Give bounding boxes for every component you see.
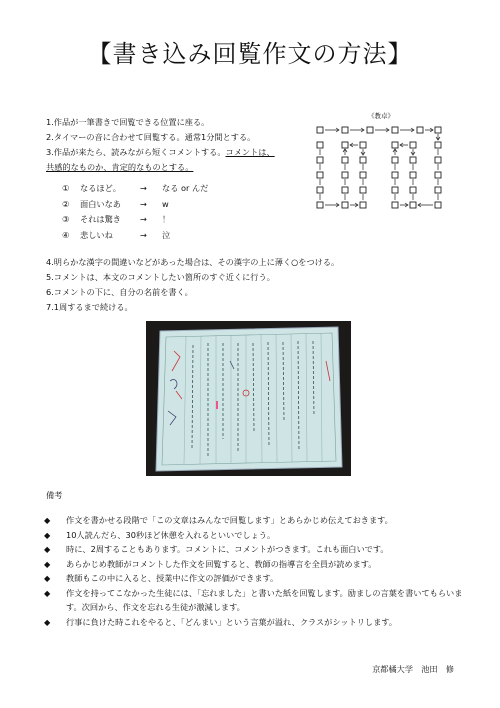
diamond-bullet-icon: ◆	[44, 616, 51, 627]
diamond-bullet-icon: ◆	[44, 558, 51, 569]
seat-arrows	[320, 128, 440, 207]
seat-box	[342, 202, 348, 208]
note-item	[44, 513, 464, 528]
seat-box	[342, 142, 348, 148]
seat-box	[392, 172, 398, 178]
procedure-steps	[46, 115, 275, 175]
note-text: 作文を書かせる段階で「この文章はみんなで回覧します」とあらかじめ伝えておきます。	[66, 515, 393, 525]
diamond-bullet-icon: ◆	[44, 529, 51, 540]
page-title: 【書き込み回覧作文の方法】	[87, 40, 413, 68]
note-item	[44, 571, 464, 586]
seat-box	[317, 142, 323, 148]
seat-box	[317, 187, 323, 193]
seat-box	[360, 142, 366, 148]
step-1: 1.作品が一筆書きで回覧できる位置に座る。	[46, 117, 210, 127]
seat-box	[410, 172, 416, 178]
seat-box	[317, 202, 323, 208]
seat-box	[435, 172, 441, 178]
note-text: あらかじめ教師がコメントした作文を回覧すると、教師の指導言を全員が読めます。	[66, 558, 377, 569]
seat-box	[342, 127, 348, 133]
seat-box	[360, 187, 366, 193]
example-arrow: →	[140, 183, 147, 193]
note-item	[44, 557, 464, 572]
seat-box	[342, 187, 348, 193]
step-3-underlined: コメントは、	[225, 147, 275, 157]
example-abbr: 泣	[162, 229, 171, 240]
note-text: 作文を持ってこなかった生徒には、「忘れました」と書いた紙を回覧します。励ましの言葉を書いてもらいます。次回から、作文を忘れる生徒が激減します。	[66, 587, 463, 612]
seat-box	[392, 202, 398, 208]
note-text: 教師もこの中に入ると、授業中に作文の評価ができます。	[66, 573, 279, 583]
note-text: 時に、2周することもあります。コメントに、コメントがつきます。これも面白いです。	[66, 544, 389, 554]
note-item	[44, 542, 464, 557]
seat-box	[392, 127, 398, 133]
example-number: ①	[62, 183, 70, 193]
example-number: ③	[62, 214, 70, 224]
seat-box	[360, 172, 366, 178]
example-word: 悲しいね	[80, 229, 113, 240]
example-arrow: →	[140, 198, 147, 209]
seat-box	[435, 202, 441, 208]
example-arrow: →	[140, 229, 147, 240]
notes-list	[44, 513, 464, 629]
seat-box	[435, 142, 441, 148]
seat-box	[435, 187, 441, 193]
example-number: ④	[62, 229, 70, 240]
seat-box	[317, 127, 323, 133]
step-3-text: 3.作品が来たら、読みながら短くコメントする。	[46, 147, 226, 157]
seat-box	[410, 157, 416, 163]
procedure-rules	[46, 255, 339, 315]
diamond-bullet-icon: ◆	[44, 515, 51, 525]
note-text: 10人読んだら、30秒ほど休憩を入れるといいでしょう。	[66, 529, 276, 540]
seat-box	[417, 127, 423, 133]
note-item	[44, 528, 464, 543]
seat-box	[435, 127, 441, 133]
seat-box	[342, 157, 348, 163]
seat-diagram-label: 《教卓》	[368, 112, 394, 120]
example-row	[62, 212, 208, 228]
sample-essay-photo	[146, 321, 351, 476]
diamond-bullet-icon: ◆	[44, 587, 51, 598]
diamond-bullet-icon: ◆	[44, 573, 51, 583]
example-row	[62, 228, 208, 244]
step-4: 4.明らかな漢字の間違いなどがあった場合は、その漢字の上に薄く○をつける。	[46, 257, 340, 267]
diamond-bullet-icon: ◆	[44, 544, 51, 554]
example-row	[62, 181, 208, 197]
note-item	[44, 615, 464, 630]
seat-box	[392, 142, 398, 148]
seat-box	[317, 172, 323, 178]
seat-diagram	[316, 122, 444, 214]
seat-box	[392, 157, 398, 163]
step-5: 5.コメントは、本文のコメントしたい箇所のすぐ近くに行う。	[46, 272, 275, 282]
seat-box	[342, 172, 348, 178]
example-abbr: w	[162, 198, 169, 209]
notes-heading: 備考	[46, 490, 63, 500]
seat-box	[410, 202, 416, 208]
example-arrow: →	[140, 214, 147, 224]
note-text: 行事に負けた時これをやると、「どんまい」という言葉が溢れ、クラスがシットリします。	[66, 616, 398, 627]
seat-box	[410, 187, 416, 193]
seat-box	[392, 187, 398, 193]
example-word: なるほど。	[80, 183, 121, 193]
step-7: 7.1周するまで続ける。	[46, 302, 133, 312]
step-3	[46, 145, 275, 160]
note-item	[44, 586, 464, 615]
example-row	[62, 197, 208, 213]
step-3-continued: 共感的なものか、肯定的なものとする。	[46, 162, 194, 172]
seat-box	[410, 142, 416, 148]
seat-box	[317, 157, 323, 163]
example-number: ②	[62, 198, 70, 209]
seat-box	[435, 157, 441, 163]
example-word: それは驚き	[80, 214, 121, 224]
example-word: 面白いなあ	[80, 198, 121, 209]
seat-box	[360, 202, 366, 208]
comment-examples	[62, 181, 208, 243]
example-abbr: ！	[162, 214, 171, 224]
step-6: 6.コメントの下に、自分の名前を書く。	[46, 287, 193, 297]
example-abbr: なる or んだ	[162, 183, 209, 193]
seat-box	[367, 127, 373, 133]
seat-boxes	[317, 127, 441, 208]
seat-box	[360, 157, 366, 163]
author-credit: 京都橘大学 池田 修	[372, 664, 454, 674]
step-2: 2.タイマーの音に合わせて回覧する。通常1分間とする。	[46, 132, 256, 142]
